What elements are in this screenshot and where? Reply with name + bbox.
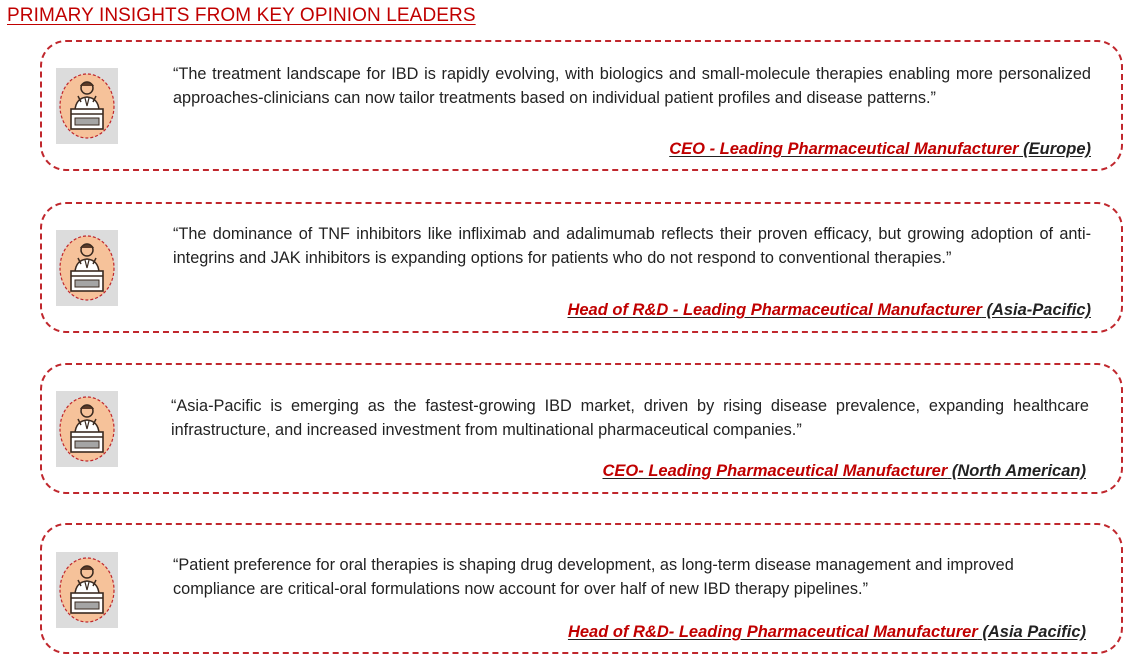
insight-attribution	[568, 623, 1086, 642]
speaker-at-podium-icon	[56, 391, 118, 467]
insight-quote: “Asia-Pacific is emerging as the fastest-growing IBD market, driven by rising disease prevalence, expanding healthcare infrastructure, and increased investment from multinational pharmaceutical companies.”	[171, 397, 1089, 439]
attribution-region: (North American)	[947, 462, 1086, 480]
insight-card	[40, 363, 1123, 494]
insight-quote: “The dominance of TNF inhibitors like infliximab and adalimumab reflects their proven efficacy, but growing adoption of anti-integrins and JAK inhibitors is expanding options for patients who do not respond to conventional therapies.”	[173, 225, 1091, 267]
insight-quote: “Patient preference for oral therapies is shaping drug development, as long-term disease management and improved compliance are critical-oral formulations now account for over half of new IBD therapy pipelines.”	[173, 556, 1014, 598]
insight-quote: “The treatment landscape for IBD is rapidly evolving, with biologics and small-molecule therapies enabling more personalized approaches-clinicians can now tailor treatments based on individual patient profiles and disease patterns.”	[173, 65, 1091, 107]
attribution-role: CEO - Leading Pharmaceutical Manufacturer	[669, 140, 1019, 158]
attribution-region: (Asia Pacific)	[977, 623, 1086, 641]
insight-card	[40, 523, 1123, 654]
speaker-at-podium-icon	[56, 552, 118, 628]
attribution-role: Head of R&D- Leading Pharmaceutical Manufacturer	[567, 623, 978, 641]
insight-card	[40, 202, 1123, 333]
attribution-role: Head of R&D - Leading Pharmaceutical Manufacturer	[567, 301, 982, 319]
attribution-region: (Asia-Pacific)	[981, 301, 1091, 319]
insight-attribution	[567, 301, 1091, 320]
insight-attribution	[669, 140, 1091, 159]
attribution-region: (Europe)	[1018, 140, 1091, 158]
page-title: PRIMARY INSIGHTS FROM KEY OPINION LEADERS	[7, 5, 476, 26]
speaker-at-podium-icon	[56, 68, 118, 144]
insight-attribution	[602, 462, 1086, 481]
insight-card	[40, 40, 1123, 171]
attribution-role: CEO- Leading Pharmaceutical Manufacturer	[602, 462, 948, 480]
speaker-at-podium-icon	[56, 230, 118, 306]
